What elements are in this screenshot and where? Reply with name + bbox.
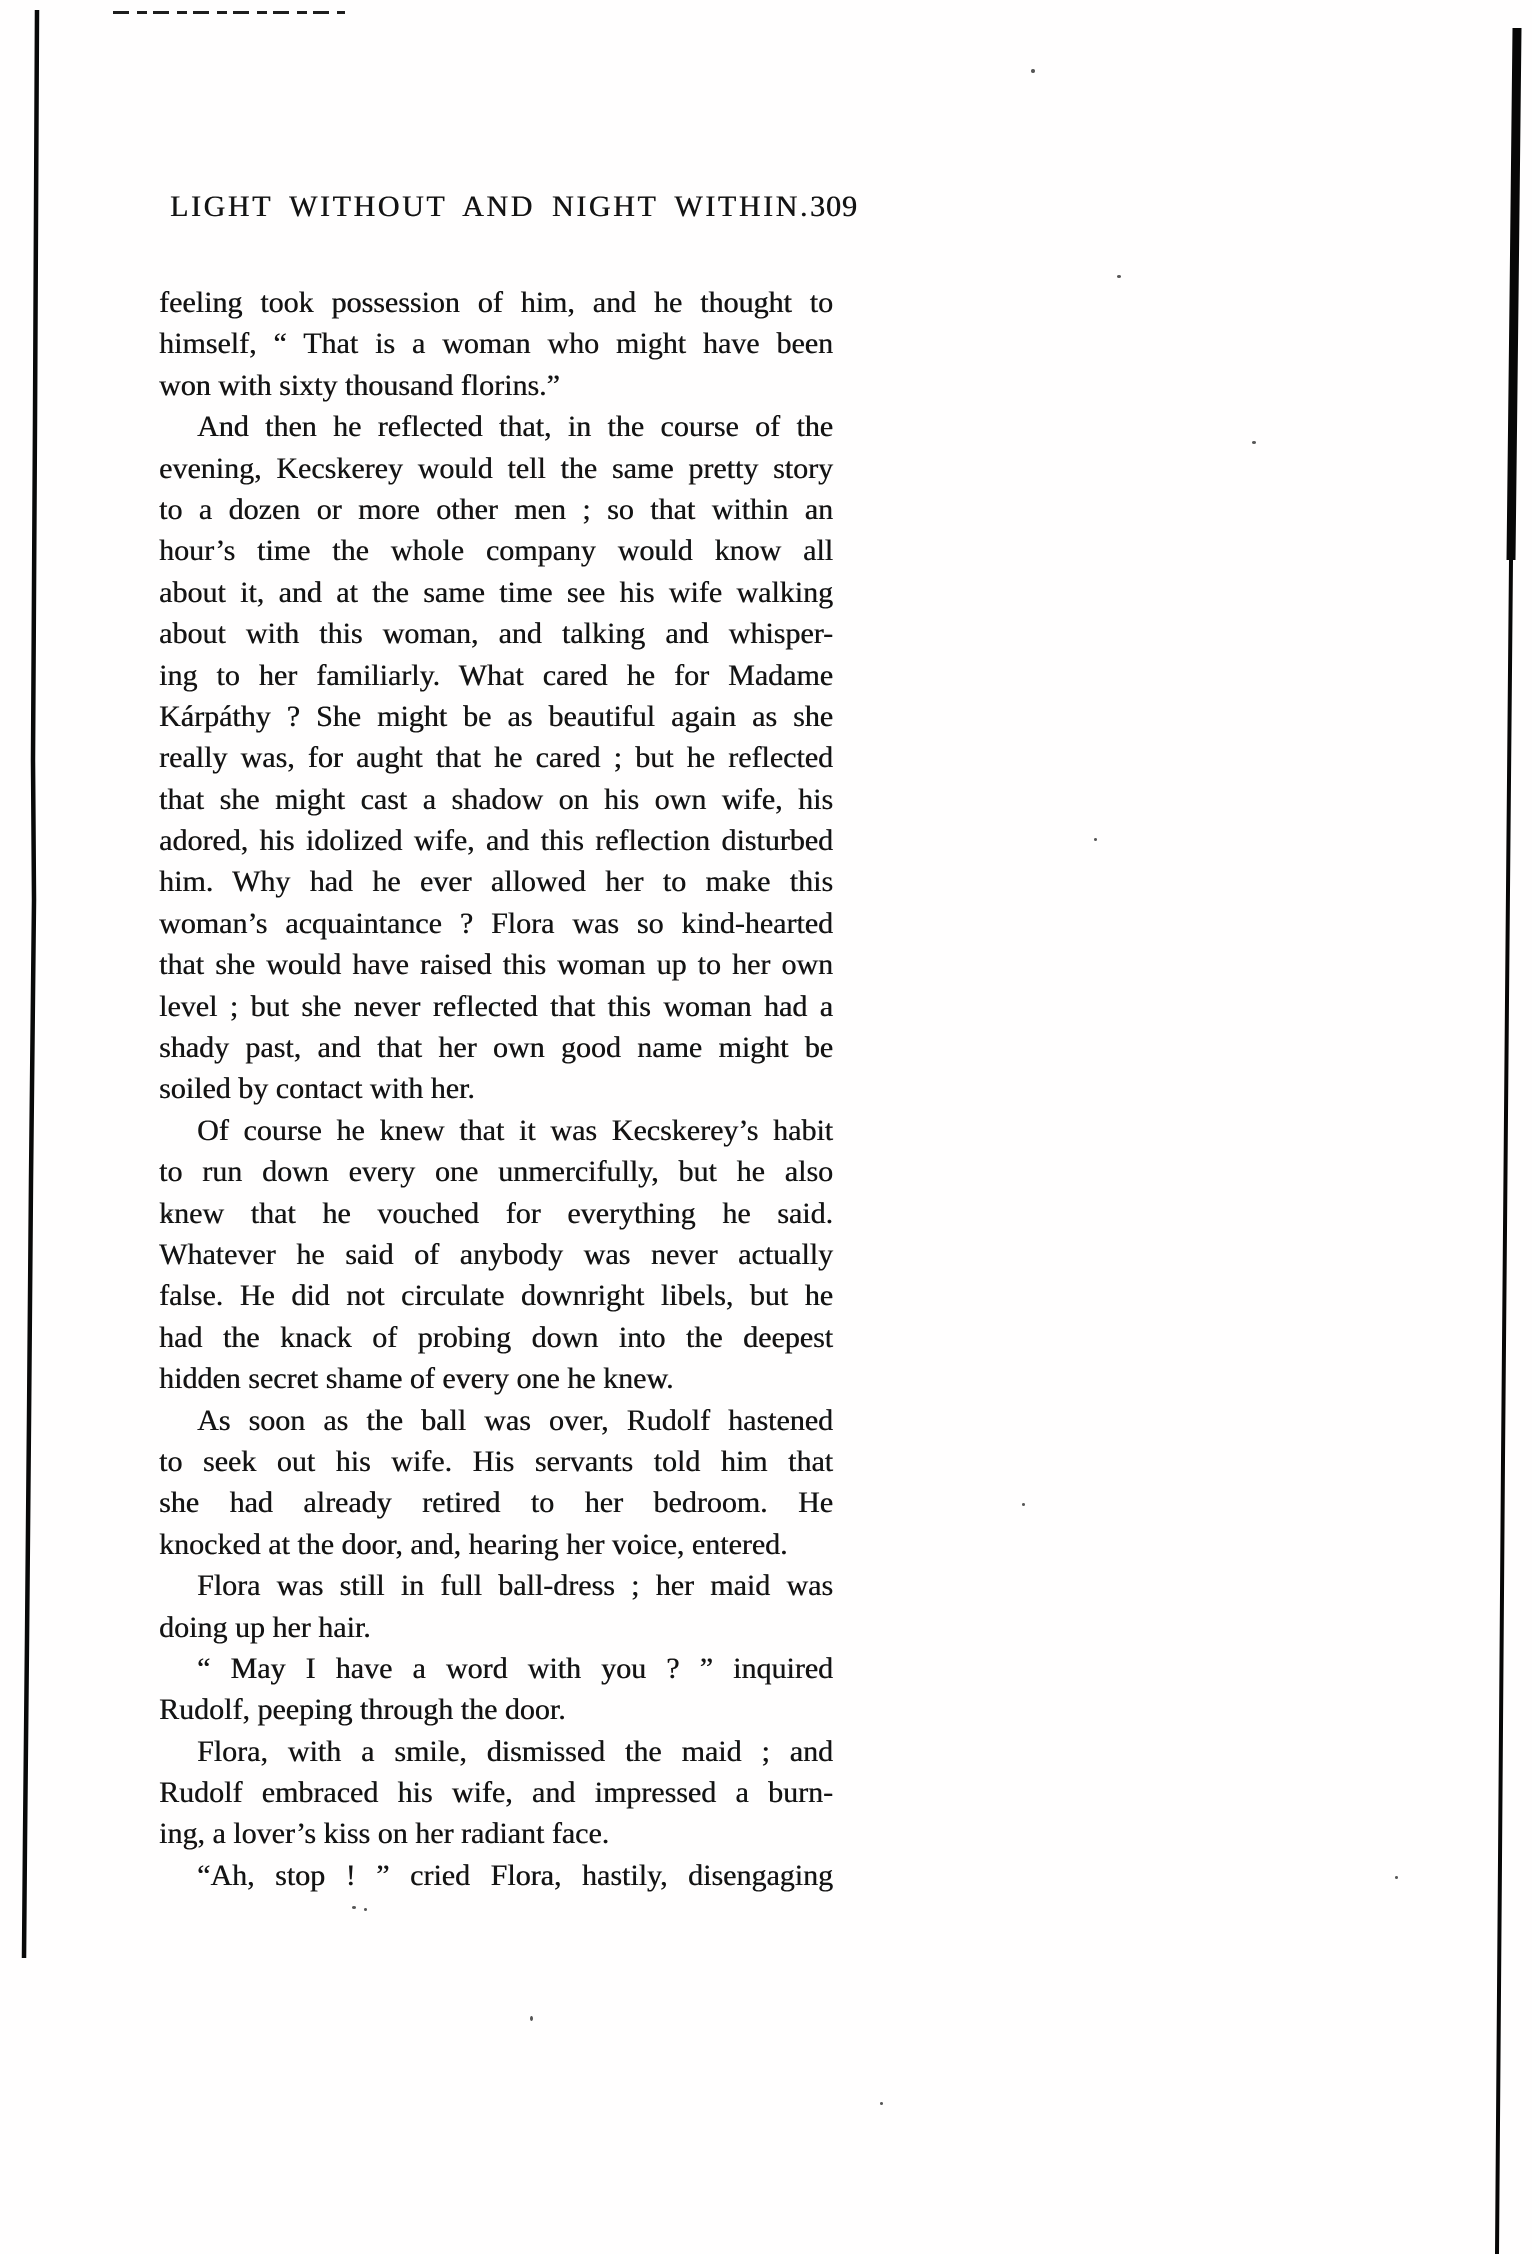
- text-line: As soon as the ball was over, Rudolf hastened: [197, 1403, 833, 1437]
- text-line: had the knack of probing down into the deepest: [159, 1320, 833, 1354]
- text-line: that she might cast a shadow on his own wife, his: [159, 782, 833, 816]
- text-line: ing to her familiarly. What cared he for Madame: [159, 658, 833, 692]
- text-line: to run down every one unmercifully, but he also: [159, 1155, 833, 1189]
- paragraph: [159, 1110, 833, 1400]
- paragraph: [159, 1565, 833, 1648]
- paragraph: [159, 1400, 833, 1566]
- text-line: soiled by contact with her.: [159, 1072, 475, 1106]
- text-line: evening, Kecskerey would tell the same pretty story: [159, 451, 833, 485]
- scan-speck: [1022, 1503, 1025, 1506]
- text-line: Rudolf, peeping through the door.: [159, 1693, 566, 1727]
- text-line: feeling took possession of him, and he thought to: [159, 286, 833, 319]
- text-line: about with this woman, and talking and whisper-: [159, 617, 833, 651]
- left-crease-line: [24, 10, 37, 1958]
- right-edge-line-top: [1511, 28, 1517, 560]
- text-line: himself, “ That is a woman who might have been: [159, 327, 833, 361]
- text-line: hour’s time the whole company would know all: [159, 534, 833, 568]
- scan-speck: [880, 2102, 883, 2105]
- text-line: doing up her hair.: [159, 1610, 371, 1644]
- text-line: level ; but she never reflected that this woman had a: [159, 989, 833, 1023]
- paragraph: [159, 1855, 833, 1896]
- text-line: ing, a lover’s kiss on her radiant face.: [159, 1817, 610, 1851]
- scan-speck: [352, 1906, 356, 1909]
- text-line: “Ah, stop ! ” cried Flora, hastily, disengaging: [197, 1858, 833, 1892]
- text-line: “ May I have a word with you ? ” inquired: [197, 1651, 833, 1685]
- text-line: to a dozen or more other men ; so that within an: [159, 492, 833, 526]
- page-number: 309: [809, 190, 858, 223]
- paragraph: [159, 282, 833, 406]
- right-edge-line-bottom: [1497, 560, 1511, 2254]
- text-line: Flora, with a smile, dismissed the maid ; and: [197, 1734, 833, 1768]
- scan-speck: [1117, 275, 1121, 278]
- scan-speck: [1094, 838, 1097, 841]
- text-line: really was, for aught that he cared ; but he reflected: [159, 741, 833, 775]
- text-line: him. Why had he ever allowed her to make this: [159, 865, 833, 899]
- text-line: knocked at the door, and, hearing her voice, entered.: [159, 1527, 788, 1561]
- scan-speck: [530, 2016, 533, 2021]
- text-line: she had already retired to her bedroom. He: [159, 1486, 833, 1520]
- text-line: false. He did not circulate downright libels, but he: [159, 1279, 833, 1313]
- text-line: Of course he knew that it was Kecskerey’s habit: [197, 1113, 833, 1147]
- text-line: Flora was still in full ball-dress ; her maid was: [197, 1569, 833, 1603]
- text-line: hidden secret shame of every one he knew.: [159, 1362, 674, 1396]
- scan-speck: [1395, 1876, 1398, 1879]
- text-line: Rudolf embraced his wife, and impressed a burn-: [159, 1776, 833, 1810]
- paragraph: [159, 406, 833, 1110]
- text-line: that she would have raised this woman up to her own: [159, 948, 833, 982]
- scan-speck: [364, 1908, 367, 1911]
- text-line: about it, and at the same time see his wife walking: [159, 575, 833, 609]
- text-line: And then he reflected that, in the course of the: [197, 410, 833, 444]
- text-line: woman’s acquaintance ? Flora was so kind-hearted: [159, 906, 833, 940]
- chapter-title: LIGHT WITHOUT AND NIGHT WITHIN.: [170, 190, 810, 223]
- scan-speck: [1252, 441, 1256, 444]
- text-line: won with sixty thousand florins.”: [159, 368, 560, 402]
- top-dashed-line: [113, 11, 345, 14]
- scan-speck: [1031, 69, 1035, 73]
- running-head: [170, 190, 858, 224]
- text-line: adored, his idolized wife, and this reflection disturbed: [159, 824, 833, 858]
- paragraph: [159, 1648, 833, 1731]
- text-line: to seek out his wife. His servants told him that: [159, 1444, 833, 1478]
- text-line: knew that he vouched for everything he said.: [159, 1196, 833, 1230]
- paragraph: [159, 1731, 833, 1855]
- body-text: [159, 282, 833, 1896]
- text-line: Kárpáthy ? She might be as beautiful again as she: [159, 699, 833, 733]
- text-line: Whatever he said of anybody was never actually: [159, 1237, 833, 1271]
- text-line: shady past, and that her own good name might be: [159, 1031, 833, 1065]
